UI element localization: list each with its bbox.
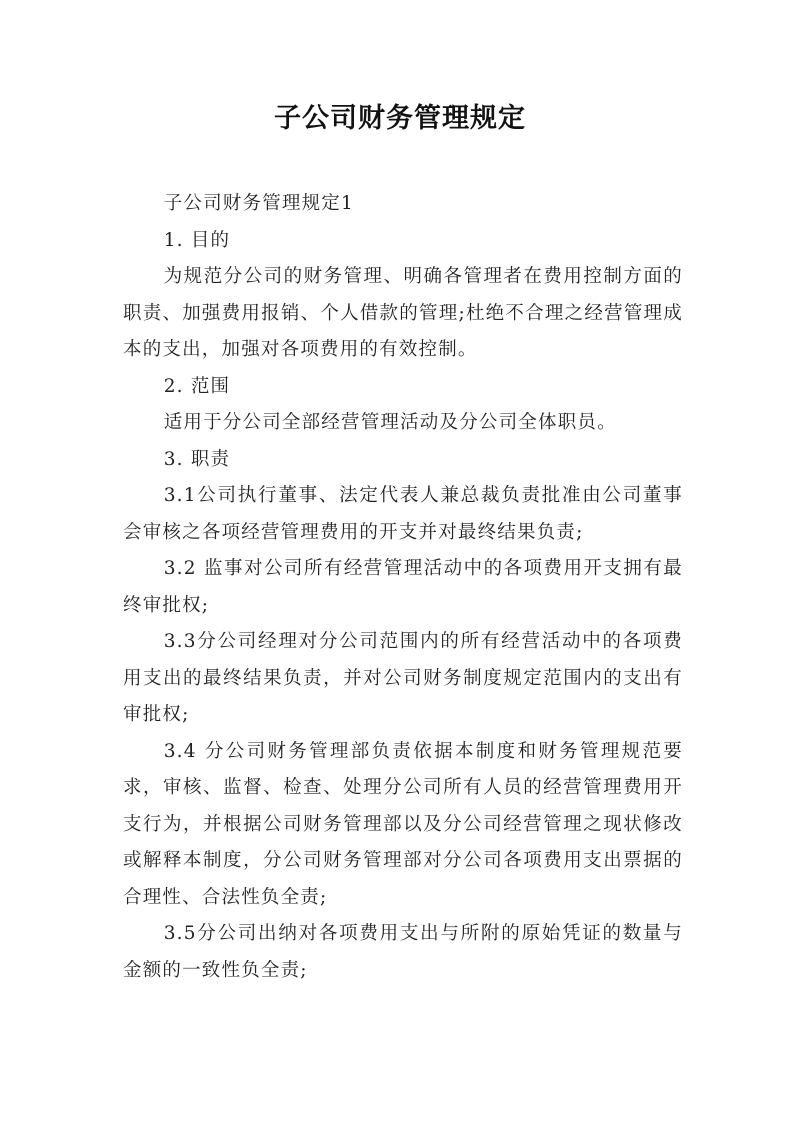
heading-scope: 2. 范围 [163, 375, 231, 397]
paragraph-scope: 适用于分公司全部经营管理活动及分公司全体职员。 [163, 412, 617, 433]
paragraph-3-2: 3.2 监事对公司所有经营管理活动中的各项费用开支拥有最终审批权; [123, 558, 683, 616]
section-subtitle: 子公司财务管理规定1 [163, 193, 354, 214]
heading-responsibilities: 3. 职责 [163, 448, 231, 470]
paragraph-3-4: 3.4 分公司财务管理部负责依据本制度和财务管理规范要求，审核、监督、检查、处理分公司所有人员的经营管理费用开支行为，并根据公司财务管理部以及分公司经营管理之现状修改或解释本制度，分公司财务管理部对分公司各项费用支出票据的合理性、合法性负全责; [123, 740, 683, 908]
heading-purpose: 1. 目的 [163, 229, 231, 251]
paragraph-3-1: 3.1公司执行董事、法定代表人兼总裁负责批准由公司董事会审核之各项经营管理费用的开支并对最终结果负责; [123, 485, 683, 543]
paragraph-purpose: 为规范分公司的财务管理、明确各管理者在费用控制方面的职责、加强费用报销、个人借款的管理;杜绝不合理之经营管理成本的支出，加强对各项费用的有效控制。 [123, 266, 683, 360]
document-title: 子公司财务管理规定 [274, 103, 526, 134]
paragraph-3-3: 3.3分公司经理对分公司范围内的所有经营活动中的各项费用支出的最终结果负责，并对公司财务制度规定范围内的支出有审批权; [123, 631, 683, 725]
paragraph-3-5: 3.5分公司出纳对各项费用支出与所附的原始凭证的数量与金额的一致性负全责; [123, 923, 683, 981]
document-body [123, 186, 683, 989]
